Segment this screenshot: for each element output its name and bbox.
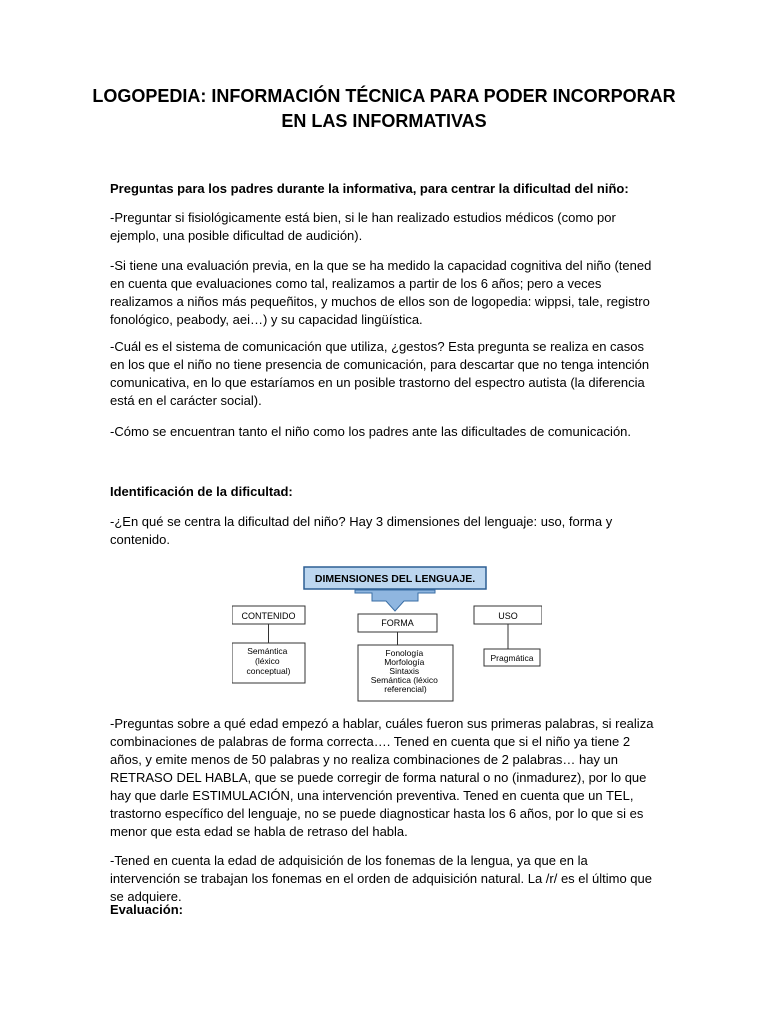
paragraph-fonemas: -Tened en cuenta la edad de adquisición de los fonemas de la lengua, ya que en la intervención se trabajan los fonemas en el orden de adquisición natural. La /r/ es el último que se adquiere. <box>110 853 652 904</box>
diagram-detail-text-uso: Pragmática <box>490 653 534 663</box>
diagram-detail-line: referencial) <box>384 684 427 694</box>
section-heading-evaluacion: Evaluación: <box>110 902 183 917</box>
diagram-detail-line: conceptual) <box>246 666 291 676</box>
diagram-down-arrow <box>355 590 435 611</box>
language-dimensions-diagram <box>232 563 542 705</box>
paragraph-sistema-comunicacion: -Cuál es el sistema de comunicación que utiliza, ¿gestos? Esta pregunta se realiza en casos en los que el niño no tiene presencia de comunicación, para descartar que no tenga intención comunicativa, en lo que estaríamos en un posible trastorno del espectro autista (la diferencia está en el carácter social). <box>110 339 650 408</box>
paragraph-padres-dificultades: -Cómo se encuentran tanto el niño como los padres ante las dificultades de comunicación. <box>110 424 632 439</box>
diagram-label-contenido: CONTENIDO <box>241 611 296 621</box>
diagram-detail-line: Semántica <box>247 646 288 656</box>
diagram-detail-line: (léxico <box>255 656 280 666</box>
section-heading-preguntas: Preguntas para los padres durante la informativa, para centrar la dificultad del niño: <box>110 181 629 196</box>
diagram-detail-line: Semántica (léxico <box>370 675 438 685</box>
paragraph-fisiologia: -Preguntar si fisiológicamente está bien, si le han realizado estudios médicos (como por ejemplo, una posible dificultad de audición). <box>110 210 616 243</box>
paragraph-evaluacion-previa: -Si tiene una evaluación previa, en la que se ha medido la capacidad cognitiva del niño (tened en cuenta que evaluaciones como tal, realizamos a partir de los 6 años; pero a veces realizamos a niños más pequeñitos, y muchos de ellos son de logopedia: wippsi, tale, registro fonológico, peabody, aei…) y su capacidad lingüística. <box>110 258 652 327</box>
page-title: LOGOPEDIA: INFORMACIÓN TÉCNICA PARA PODER INCORPORAR EN LAS INFORMATIVAS <box>92 86 676 131</box>
diagram-header-label: DIMENSIONES DEL LENGUAJE. <box>314 573 476 585</box>
diagram-detail-line: Morfología <box>384 657 425 667</box>
diagram-label-uso: USO <box>498 611 518 621</box>
diagram-detail-line: Fonología <box>385 648 424 658</box>
diagram-detail-line: Sintaxis <box>389 666 420 676</box>
diagram-label-forma: FORMA <box>381 618 414 628</box>
section-heading-identificacion: Identificación de la dificultad: <box>110 484 293 499</box>
paragraph-dimensiones: -¿En qué se centra la dificultad del niño? Hay 3 dimensiones del lenguaje: uso, forma y contenido. <box>110 514 613 547</box>
paragraph-edad-hablar: -Preguntas sobre a qué edad empezó a hablar, cuáles fueron sus primeras palabras, si realiza combinaciones de palabras de forma correcta…. Tened en cuenta que si el niño ya tiene 2 años, y emite menos de 50 palabras y no realiza combinaciones de 2 palabras… hay un RETRASO DEL HABLA, que se puede corregir de forma natural o no (inmadurez), por lo que hay que darle ESTIMULACIÓN, una intervención preventiva. Tened en cuenta que un TEL, trastorno específico del lenguaje, no se puede diagnosticar hasta los 6 años, por lo que si es menor que esta edad se habla de retraso del habla. <box>110 716 654 839</box>
